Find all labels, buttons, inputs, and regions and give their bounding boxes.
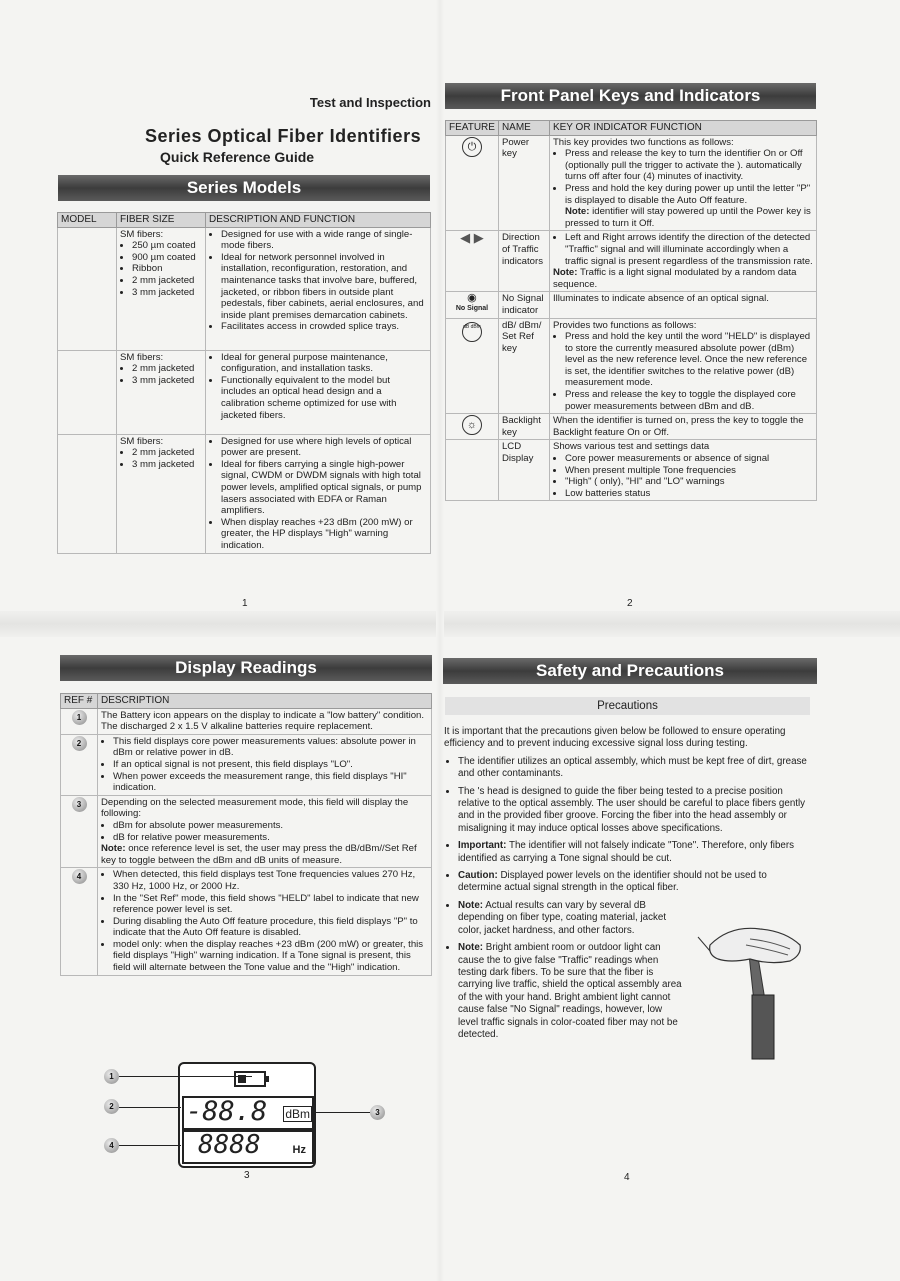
key-bullets <box>553 453 813 499</box>
table-row <box>446 292 817 318</box>
list-item: • 3 mm jacketed <box>132 459 202 471</box>
table-row <box>446 440 817 501</box>
lcd-frame <box>178 1062 316 1168</box>
desc-list <box>209 229 427 333</box>
col-model: MODEL <box>58 213 117 228</box>
list-item: • 2 mm jacketed <box>132 447 202 459</box>
list-item: • Ribbon <box>132 263 202 275</box>
list-item: • 2 mm jacketed <box>132 275 202 287</box>
fiber-list <box>120 447 202 470</box>
fiber-head: SM fibers: <box>120 228 164 240</box>
fiber-head: SM fibers: <box>120 351 164 363</box>
desc-list <box>209 436 427 552</box>
precautions-intro: It is important that the precautions given below be followed to ensure operating efficiency and to prevent inducing excessive signal loss during testing. <box>444 726 786 750</box>
page-number: 3 <box>244 1170 250 1181</box>
col-feature: FEATURE <box>446 121 499 136</box>
front-panel-table <box>445 120 817 501</box>
no-signal-label: No Signal <box>455 304 489 312</box>
list-item <box>458 870 810 895</box>
key-note <box>553 206 813 229</box>
list-item: • When detected, this field displays test Tone frequencies values 270 Hz, 330 Hz, 1000 Hz, or 2000 Hz. <box>113 869 428 892</box>
note-text: Traffic is a light signal modulated by a random data sequence. <box>552 267 797 290</box>
table-row <box>58 350 431 434</box>
item-text: Bright ambient room or outdoor light can cause the to give false "Traffic" readings when testing dark fibers. To be sure that the fiber is carrying live traffic, shield the optical assembly area of the with your hand. Bright ambient light cannot cause false "No Signal" readings, however, low level traffic signals in color-coated fiber may not be detected. <box>458 942 682 1040</box>
item-label: Note: <box>458 942 484 954</box>
front-panel-bar: Front Panel Keys and Indicators <box>445 83 816 109</box>
callout-1: 1 <box>104 1069 119 1084</box>
list-item: • Ideal for fibers carrying a single high-power signal, CWDM or DWDM signals with high total power levels, amplified optical signals, or pump lasers associated with EDFA or Raman amplifiers. <box>221 459 427 517</box>
table-row <box>446 231 817 292</box>
direction-arrows-icon: ◀ ▶ <box>460 230 484 246</box>
ref-bullets <box>101 736 428 794</box>
list-item: • 3 mm jacketed <box>132 375 202 387</box>
list-item: • Ideal for general purpose maintenance, configuration, and installation tasks. <box>221 352 427 375</box>
desc-list <box>209 352 427 422</box>
item-text: The identifier utilizes an optical assembly, which must be kept free of dirt, grease and other contaminants. <box>458 755 807 780</box>
hand-shield-illustration <box>690 915 810 1075</box>
key-note <box>553 267 813 290</box>
page1-header: Test and Inspection <box>309 95 431 110</box>
ref-text: Depending on the selected measurement mode, this field will display the following: <box>101 796 409 820</box>
list-item <box>458 840 810 865</box>
key-intro: Shows various test and settings data <box>552 441 710 453</box>
ref-bullets <box>101 869 428 973</box>
list-item: • Press and hold the key until the word "HELD" is displayed to store the currently measured absolute power (dBm) level as the new reference level. Once the new reference is set, the identifier switches to the relative power (dB) measurement mode. <box>565 331 813 389</box>
page-number: 4 <box>624 1172 630 1183</box>
page1-subtitle: Quick Reference Guide <box>160 149 315 165</box>
ref-badge: 3 <box>72 797 87 812</box>
table-row <box>58 434 431 553</box>
ref-badge: 1 <box>72 710 87 725</box>
table-row <box>61 708 432 734</box>
callout-3: 3 <box>370 1105 385 1120</box>
key-name: Backlight key <box>498 414 549 440</box>
model-cell <box>58 227 117 350</box>
precautions-header: Precautions <box>445 697 810 715</box>
ref-text: The Battery icon appears on the display to indicate a "low battery" condition. The discharged 2 x 1.5 V alkaline batteries require replacement. <box>98 708 432 734</box>
fiber-list <box>120 240 202 298</box>
page-number: 1 <box>242 598 248 609</box>
list-item: • Press and release the key to toggle the displayed core power measurements between dBm and dB. <box>565 389 813 412</box>
lcd-power-box <box>182 1096 314 1130</box>
note-label: Note: <box>564 206 590 218</box>
item-label: Caution: <box>458 870 498 882</box>
list-item <box>458 786 810 836</box>
list-item: • dB for relative power measurements. <box>113 832 428 844</box>
list-item: • dBm for absolute power measurements. <box>113 820 428 832</box>
ref-bullets <box>101 820 428 843</box>
list-item: • 2 mm jacketed <box>132 363 202 375</box>
power-icon: ⏻ <box>462 137 482 157</box>
key-bullets <box>553 148 813 206</box>
list-item <box>458 942 683 1041</box>
list-item: • Functionally equivalent to the model but includes an optical head design and a calibration scheme optimized for use with jacketed fibers. <box>221 375 427 421</box>
key-bullets <box>553 331 813 412</box>
col-description: DESCRIPTION AND FUNCTION <box>206 213 431 228</box>
col-ref: REF # <box>61 694 98 709</box>
lcd-diagram <box>100 1062 400 1167</box>
callout-line <box>312 1112 370 1113</box>
list-item: • During disabling the Auto Off feature procedure, this field displays "P" to indicate that the Auto Off feature is disabled. <box>113 916 428 939</box>
lcd-tone-box <box>182 1130 314 1164</box>
safety-bar: Safety and Precautions <box>443 658 817 684</box>
item-label: Note: <box>458 899 484 911</box>
ref-badge: 4 <box>72 869 87 884</box>
table-row <box>446 414 817 440</box>
item-text: The identifier will not falsely indicate "Tone". Therefore, only fibers identified as carrying a Tone signal should be cut. <box>458 840 795 864</box>
ref-badge: 2 <box>72 736 87 751</box>
list-item: • Designed for use with a wide range of single-mode fibers. <box>221 229 427 252</box>
list-item: • Ideal for network personnel involved in installation, reconfiguration, restoration, and maintenance tasks that involve bare, buffered, jacketed, or ribbon fibers in outside plant pedestals, fiber cabinets, aerial enclosures, and inside plant premises demarcation cabinets. <box>221 252 427 322</box>
list-item: • 3 mm jacketed <box>132 287 202 299</box>
list-item <box>458 756 810 781</box>
display-readings-table <box>60 693 432 976</box>
ref-note <box>101 843 428 866</box>
col-fiber-size: FIBER SIZE <box>117 213 206 228</box>
callout-line <box>119 1145 181 1146</box>
note-label: Note: <box>101 843 126 855</box>
model-cell <box>58 434 117 553</box>
list-item: • Press and release the key to turn the identifier On or Off (optionally pull the trigger to activate the ). automatically turns off after four (4) minutes of inactivity. <box>565 148 813 183</box>
backlight-icon: ☼ <box>462 415 482 435</box>
list-item: • model only: when the display reaches +23 dBm (200 mW) or greater, this field displays "High" warning indication. If a Tone signal is present, this field will alternate between the Tone value and the "High" indication. <box>113 939 428 974</box>
no-signal-icon: ◉ <box>467 292 477 305</box>
item-text: The 's head is designed to guide the fiber being tested to a precise position relative to the optical assembly. The user should be careful to place fibers gently and in the provided fiber groove. Forcing the fiber into the head assembly or misaligning it may induce optical losses above specifications. <box>458 785 806 834</box>
list-item: • Low batteries status <box>565 488 813 500</box>
key-intro: Illuminates to indicate absence of an optical signal. <box>549 292 816 318</box>
display-readings-bar: Display Readings <box>60 655 432 681</box>
list-item: • Left and Right arrows identify the direction of the detected "Traffic" signal and will illuminate accordingly when a traffic signal is present regardless of the transmission rate. <box>565 232 813 267</box>
table-row <box>61 734 432 795</box>
note-text: once reference level is set, the user may press the dB/dBm//Set Ref key to toggle between the dBm and dB units of measure. <box>101 843 417 866</box>
key-name: LCD Display <box>498 440 549 501</box>
table-row <box>61 795 432 868</box>
list-item: • When display reaches +23 dBm (200 mW) or greater, the HP displays "High" warning indication. <box>221 517 427 552</box>
col-desc: DESCRIPTION <box>98 694 432 709</box>
key-name: dB/ dBm/ Set Ref key <box>498 318 549 414</box>
lcd-unit: dBm <box>285 1107 310 1121</box>
key-name: Direction of Traffic indicators <box>498 231 549 292</box>
note-text: identifier will stay powered up until the Power key is pressed to turn it Off. <box>564 206 811 229</box>
series-models-bar: Series Models <box>58 175 430 201</box>
item-text: Actual results can vary by several dB depending on fiber type, coating material, jacket color, jacket hardness, and other factors. <box>458 899 667 936</box>
list-item: • When power exceeds the measurement range, this field displays "HI" indication. <box>113 771 428 794</box>
callout-2: 2 <box>104 1099 119 1114</box>
table-row <box>58 227 431 350</box>
key-bullets <box>553 232 813 267</box>
list-item: • Designed for use where high levels of optical power are present. <box>221 436 427 459</box>
model-cell <box>58 350 117 434</box>
db-dbm-icon: dB dBm <box>462 322 482 342</box>
list-item: • If an optical signal is not present, this field displays "LO". <box>113 759 428 771</box>
list-item: • 900 µm coated <box>132 252 202 264</box>
key-name: Power key <box>498 135 549 231</box>
key-intro: Provides two functions as follows: <box>552 319 697 331</box>
key-intro: This key provides two functions as follows: <box>552 136 734 148</box>
table-row <box>61 868 432 975</box>
list-item: • Facilitates access in crowded splice trays. <box>221 321 427 333</box>
list-item: • Press and hold the key during power up until the letter "P" is displayed to disable the Auto Off feature. <box>565 183 813 206</box>
lcd-tone-unit: Hz <box>292 1144 306 1156</box>
list-item: • Core power measurements or absence of signal <box>565 453 813 465</box>
note-label: Note: <box>552 267 578 279</box>
series-models-table <box>57 212 431 554</box>
table-row <box>446 135 817 231</box>
item-text: Displayed power levels on the identifier should not be used to determine actual signal strength in the optical fiber. <box>458 870 767 894</box>
key-intro: When the identifier is turned on, press the key to toggle the Backlight feature On or Off. <box>549 414 816 440</box>
list-item <box>458 900 683 937</box>
lcd-tone-readout: 8888 <box>198 1130 261 1160</box>
lcd-power-readout: -88.8 <box>186 1096 268 1127</box>
battery-icon <box>234 1071 266 1087</box>
callout-4: 4 <box>104 1138 119 1153</box>
col-name: NAME <box>498 121 549 136</box>
list-item: • In the "Set Ref" mode, this field shows "HELD" label to indicate that new reference power level is set. <box>113 893 428 916</box>
list-item: • "High" ( only), "HI" and "LO" warnings <box>565 476 813 488</box>
list-item: • This field displays core power measurements values: absolute power in dBm or relative power in dB. <box>113 736 428 759</box>
list-item: • 250 µm coated <box>132 240 202 252</box>
key-name: No Signal indicator <box>498 292 549 318</box>
fiber-list <box>120 363 202 386</box>
col-function: KEY OR INDICATOR FUNCTION <box>549 121 816 136</box>
page-number: 2 <box>627 598 633 609</box>
callout-line <box>119 1107 181 1108</box>
table-row <box>446 318 817 414</box>
item-label: Important: <box>458 840 507 852</box>
fiber-head: SM fibers: <box>120 435 164 447</box>
list-item: • When present multiple Tone frequencies <box>565 465 813 477</box>
page1-title: Series Optical Fiber Identifiers <box>145 126 422 146</box>
callout-line <box>119 1076 252 1077</box>
